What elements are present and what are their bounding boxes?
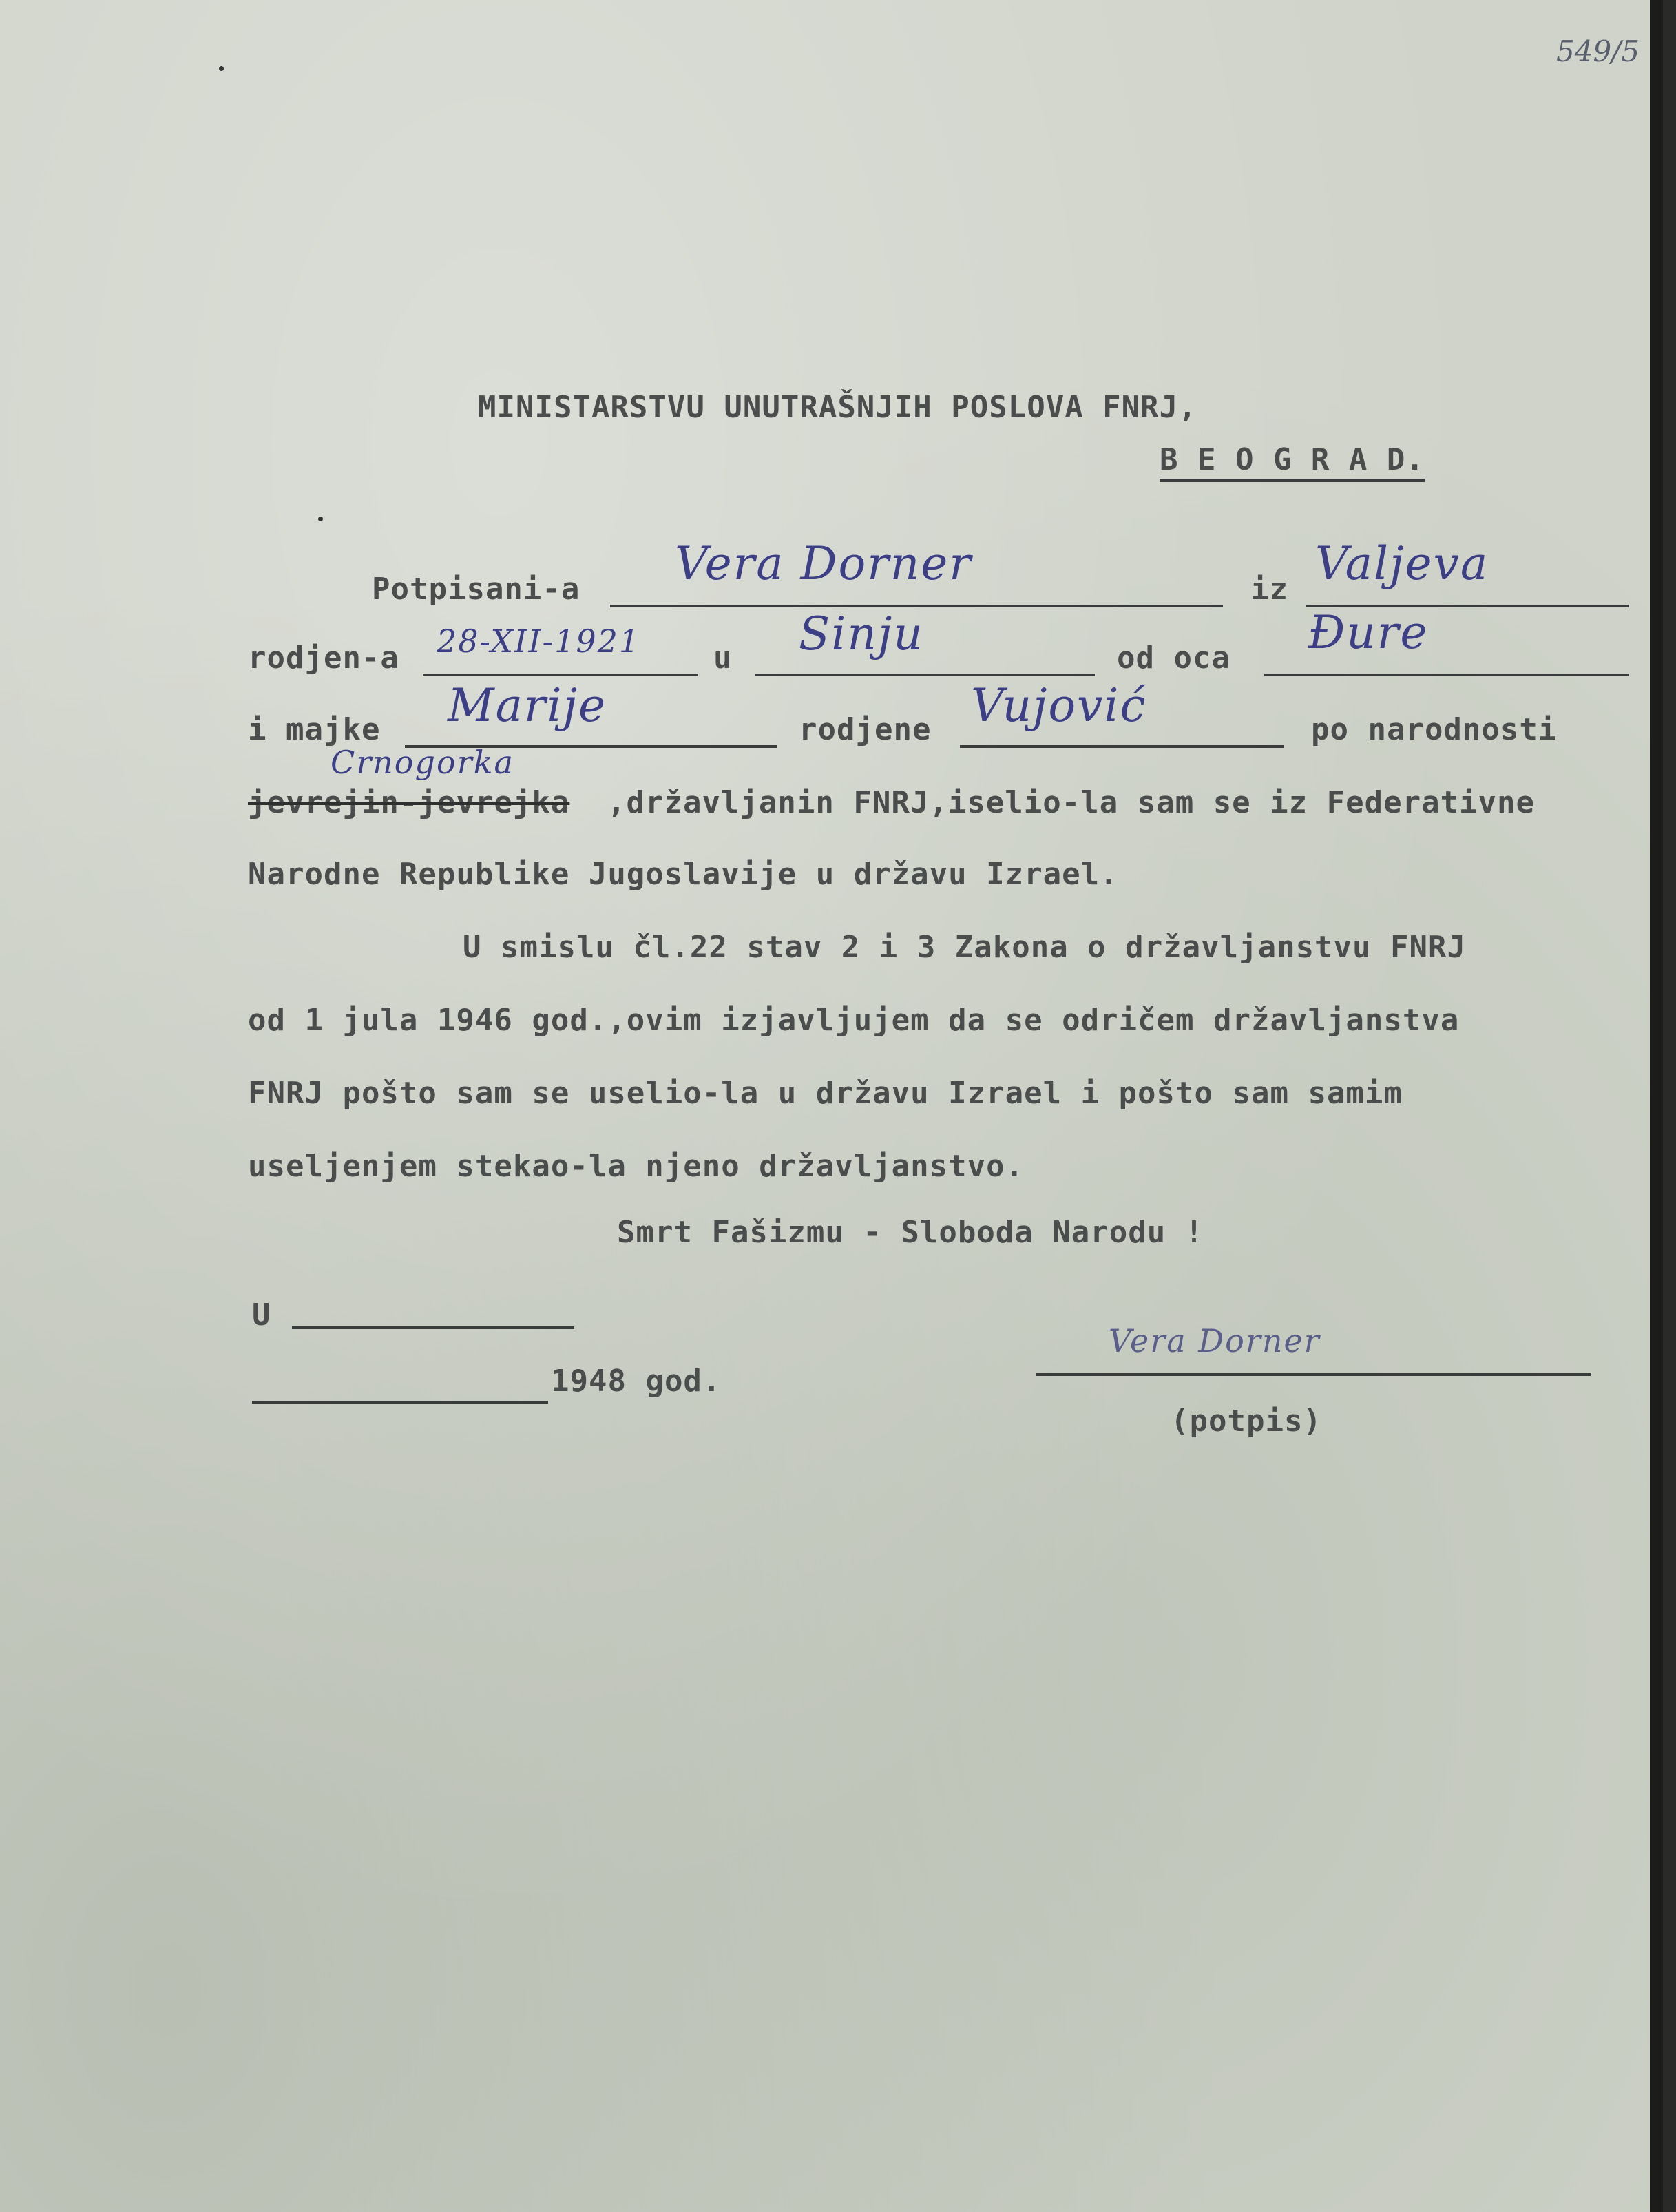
law-line-3: FNRJ pošto sam se uselio-la u državu Izrael i pošto sam samim: [248, 1076, 1403, 1111]
od-oca-label: od oca: [1117, 640, 1230, 676]
slogan: Smrt Fašizmu - Sloboda Narodu !: [617, 1215, 1204, 1250]
law-line-1: U smislu čl.22 stav 2 i 3 Zakona o državljanstvu FNRJ: [463, 930, 1466, 965]
father-value: Đure: [1308, 606, 1429, 659]
citizenship-line: ,državljanin FNRJ,iselio-la sam se iz Federativne: [607, 785, 1536, 820]
law-line-4: useljenjem stekao-la njeno državljanstvo.: [248, 1149, 1025, 1184]
speck: [318, 517, 323, 521]
birth-place-value: Sinju: [799, 607, 924, 660]
po-narodnosti-label: po narodnosti: [1311, 712, 1558, 747]
law-line-2: od 1 jula 1946 god.,ovim izjavljujem da se odričem državljanstva: [248, 1003, 1460, 1038]
mother-value: Marije: [448, 679, 607, 732]
iz-label: iz: [1250, 572, 1288, 607]
rodjen-label: rodjen-a: [248, 640, 399, 676]
signature-label: (potpis): [1171, 1404, 1322, 1439]
scan-edge: [1650, 0, 1663, 2212]
signature: Vera Dorner: [1109, 1322, 1321, 1359]
date-line: [252, 1401, 548, 1404]
signature-line: [1036, 1373, 1591, 1376]
name-value: Vera Dorner: [675, 537, 972, 590]
u-label: u: [713, 640, 733, 676]
nationality-struck: jevrejin-jevrejka: [248, 785, 570, 820]
archive-number: 549/5: [1556, 34, 1640, 68]
birth-date-value: 28-XII-1921: [437, 623, 641, 660]
father-line: [1264, 674, 1629, 676]
i-majke-label: i majke: [248, 712, 381, 747]
from-value: Valjeva: [1315, 537, 1489, 590]
addressee-city: B E O G R A D.: [1160, 442, 1425, 482]
nationality-handwritten: Crnogorka: [331, 744, 514, 781]
birth-date-line: [423, 674, 698, 676]
place-line: [292, 1326, 574, 1329]
emigration-line: Narodne Republike Jugoslavije u državu Izrael.: [248, 857, 1119, 892]
birth-place-line: [755, 674, 1095, 676]
mother-maiden-value: Vujović: [971, 679, 1147, 732]
speck: [219, 66, 224, 71]
potpisani-label: Potpisani-a: [372, 572, 580, 607]
place-label: U: [252, 1297, 271, 1333]
mother-maiden-line: [960, 745, 1284, 748]
rodjene-label: rodjene: [799, 712, 932, 747]
year-text: 1948 god.: [551, 1364, 722, 1399]
addressee-ministry: MINISTARSTVU UNUTRAŠNJIH POSLOVA FNRJ,: [478, 390, 1197, 425]
